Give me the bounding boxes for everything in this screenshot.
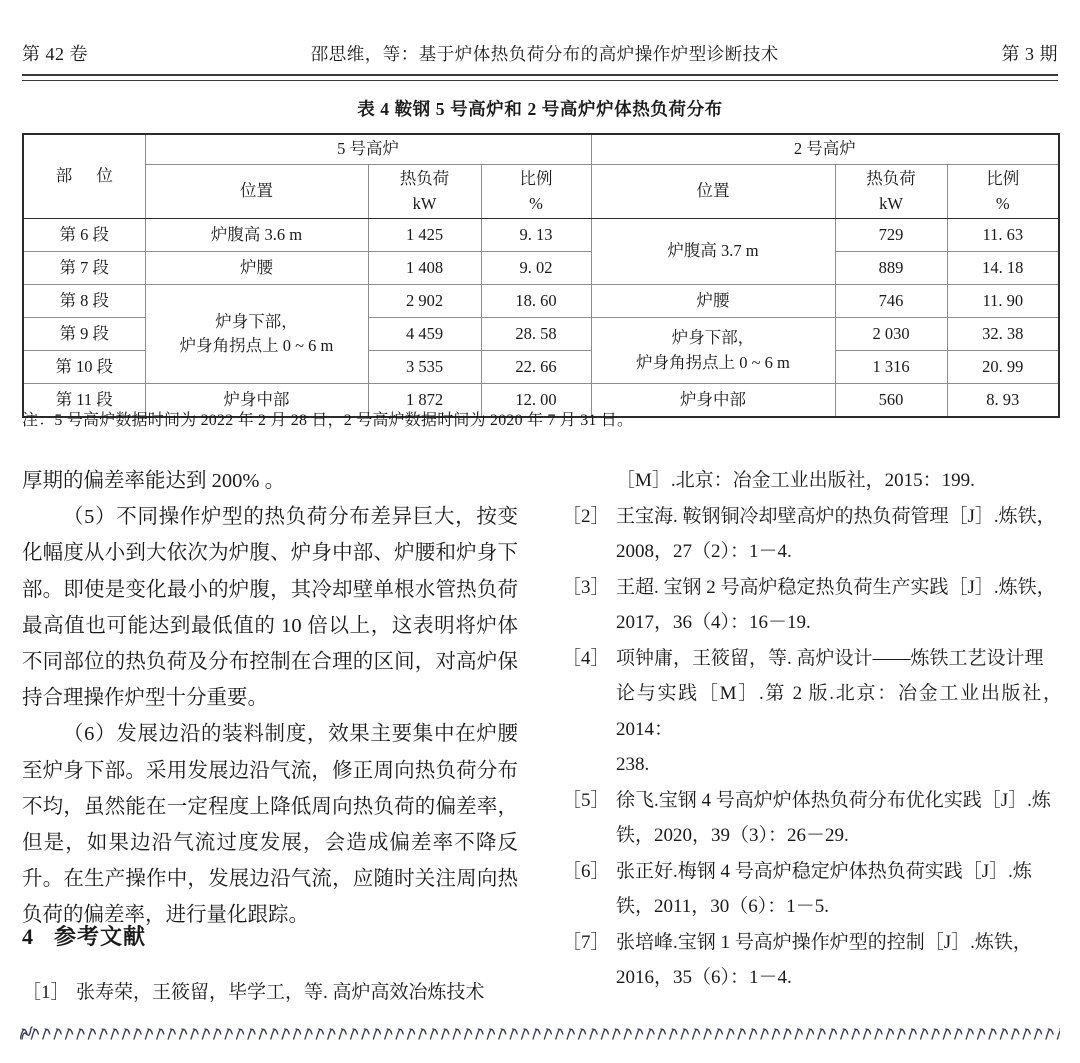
zigzag-icon (20, 1023, 1060, 1045)
reference-text: 张寿荣，王筱留，毕学工，等. 高炉高效冶炼技术 (76, 982, 485, 1003)
list-item (22, 975, 522, 1010)
footer-ornament (20, 1023, 1060, 1045)
list-item (562, 534, 1062, 570)
reference-text: 项钟庸，王筱留，等. 高炉设计——炼铁工艺设计理 (616, 647, 1044, 669)
list-item (562, 960, 1062, 996)
references-section-number: 4 (22, 924, 34, 949)
cell-f2-load: 2 030 (835, 318, 947, 351)
cell-f5-ratio: 12. 00 (481, 384, 591, 417)
table-caption: 表 4 鞍钢 5 号高炉和 2 号高炉炉体热负荷分布 (357, 99, 723, 119)
list-item (562, 747, 1062, 783)
reference-tag: ［4］ (562, 647, 610, 669)
cell-f5-load: 2 902 (368, 285, 481, 318)
cell-f5-load: 1 425 (368, 219, 481, 252)
list-item (562, 676, 1062, 747)
table-head-row-2 (23, 164, 1059, 219)
reference-list-right (562, 463, 1062, 996)
th-f5-ratio-unit: % (529, 193, 543, 213)
cell-f2-position: 炉腰 (591, 285, 835, 318)
th-f5-ratio-text: 比例 (519, 168, 553, 188)
list-item (562, 499, 1062, 535)
body-column-left (22, 463, 518, 934)
table-row (23, 252, 1059, 285)
reference-tag: ［2］ (562, 505, 610, 527)
th-f5-heat-load-unit: kW (412, 193, 437, 213)
cell-f5-load: 1 872 (368, 384, 481, 417)
list-item (562, 854, 1062, 890)
reference-tag: ［1］ (22, 982, 70, 1003)
cell-f2-ratio: 32. 38 (947, 318, 1059, 351)
table-body (23, 219, 1059, 417)
th-f2-ratio-text: 比例 (986, 168, 1020, 188)
list-item (562, 783, 1062, 819)
reference-text: 张培峰.宝钢 1 号高炉操作炉型的控制［J］.炼铁， (616, 931, 1032, 953)
cell-f2-ratio: 8. 93 (947, 384, 1059, 417)
th-f2-ratio (947, 164, 1059, 219)
list-item (562, 605, 1062, 641)
running-head-title: 邵思维，等：基于炉体热负荷分布的高炉操作炉型诊断技术 (310, 44, 779, 64)
cell-f2-position-line2: 炉身角拐点上 0 ~ 6 m (636, 352, 790, 372)
th-f5-heat-load (368, 164, 481, 219)
th-furnace-5: 5 号高炉 (145, 134, 591, 164)
cell-part: 第 7 段 (23, 252, 145, 285)
list-item (562, 641, 1062, 677)
cell-f2-position-line1: 炉身下部， (671, 328, 755, 347)
table-head-row-1 (23, 134, 1059, 164)
cell-f2-ratio: 14. 18 (947, 252, 1059, 285)
running-head-rule (22, 74, 1058, 81)
reference-tag: ［3］ (562, 576, 610, 598)
reference-text: 2017，36（4）：16－19. (616, 612, 811, 633)
reference-text: 徐飞.宝钢 4 号高炉炉体热负荷分布优化实践［J］.炼 (616, 789, 1051, 811)
heat-load-table (22, 133, 1060, 418)
cell-f2-position: 炉腹高 3.7 m (591, 219, 835, 285)
reference-text: 王超. 宝钢 2 号高炉稳定热负荷生产实践［J］.炼铁， (616, 576, 1056, 598)
cell-f2-load: 1 316 (835, 351, 947, 384)
cell-part: 第 9 段 (23, 318, 145, 351)
reference-tag: ［5］ (562, 789, 610, 811)
reference-text: 论与实践［M］.第 2 版.北京：冶金工业出版社，2014： (616, 683, 1062, 740)
th-f2-heat-load-text: 热负荷 (866, 168, 916, 188)
cell-f5-position: 炉身中部 (145, 384, 368, 417)
paragraph-tail: 厚期的偏差率能达到 200% 。 (22, 470, 286, 492)
cell-f5-load: 1 408 (368, 252, 481, 285)
th-part: 部 位 (23, 134, 145, 219)
paragraph-5: （5）不同操作炉型的热负荷分布差异巨大，按变化幅度从小到大依次为炉腹、炉身中部、炉腰和炉身下部。即使是变化最小的炉腹，其冷却壁单根水管热负荷最高值也可能达到最低值的 10 倍以上，这表明将炉体不同部位的热负荷及分布控制在合理的区间，对高炉保持合理操作炉型十分重要。 (22, 506, 518, 710)
cell-part: 第 8 段 (23, 285, 145, 318)
references-heading (22, 920, 146, 951)
table-note: 注：5 号高炉数据时间为 2022 年 2 月 28 日，2 号高炉数据时间为 2020 年 7 月 31 日。 (22, 412, 634, 429)
heat-load-table-wrap (22, 133, 1058, 418)
cell-f2-load: 746 (835, 285, 947, 318)
th-f2-heat-load-unit: kW (879, 193, 903, 213)
cell-f2-load: 729 (835, 219, 947, 252)
reference-text: 238. (616, 754, 650, 775)
th-f5-heat-load-text: 热负荷 (399, 168, 450, 188)
reference-text: 铁，2020，39（3）：26－29. (616, 825, 849, 846)
reference-text: 王宝海. 鞍钢铜冷却壁高炉的热负荷管理［J］.炼铁， (616, 505, 1056, 527)
reference-tag: ［6］ (562, 860, 610, 882)
th-furnace-2: 2 号高炉 (591, 134, 1059, 164)
reference-list-left (22, 975, 522, 1010)
cell-f5-position-line1: 炉身下部， (215, 311, 298, 331)
cell-f2-position-span (591, 318, 835, 384)
list-item (562, 463, 1062, 499)
cell-f5-ratio: 22. 66 (481, 351, 591, 384)
table-row (23, 285, 1059, 318)
cell-f2-load: 560 (835, 384, 947, 417)
th-f5-ratio (481, 164, 591, 219)
cell-f2-ratio: 20. 99 (947, 351, 1059, 384)
cell-f5-load: 4 459 (368, 318, 481, 351)
cell-f5-position-line2: 炉身角拐点上 0 ~ 6 m (179, 336, 334, 356)
th-f2-position: 位置 (591, 164, 835, 219)
cell-f5-position-span (145, 285, 368, 384)
list-item (562, 570, 1062, 606)
cell-f2-ratio: 11. 90 (947, 285, 1059, 318)
table-row (23, 219, 1059, 252)
th-f5-position: 位置 (145, 164, 368, 219)
reference-tag: ［7］ (562, 931, 610, 953)
cell-f2-load: 889 (835, 252, 947, 285)
cell-part: 第 6 段 (23, 219, 145, 252)
cell-part: 第 10 段 (23, 351, 145, 384)
cell-f5-load: 3 535 (368, 351, 481, 384)
cell-f5-position: 炉腰 (145, 252, 368, 285)
reference-text: 张正好.梅钢 4 号高炉稳定炉体热负荷实践［J］.炼 (616, 860, 1032, 882)
cell-f2-position: 炉身中部 (591, 384, 835, 417)
th-f2-heat-load (835, 164, 947, 219)
running-head (22, 40, 1058, 66)
references-section-title: 参考文献 (54, 924, 147, 949)
cell-f5-position: 炉腹高 3.6 m (145, 219, 368, 252)
cell-f5-ratio: 28. 58 (481, 318, 591, 351)
reference-text: 铁，2011，30（6）：1－5. (616, 896, 830, 917)
cell-f5-ratio: 9. 02 (481, 252, 591, 285)
reference-text: 2016，35（6）：1－4. (616, 967, 792, 988)
list-item (562, 818, 1062, 854)
running-head-issue: 第 3 期 (1001, 44, 1058, 64)
reference-text: 2008，27（2）：1－4. (616, 541, 792, 562)
reference-text: ［M］.北京：冶金工业出版社，2015：199. (616, 470, 975, 491)
th-f2-ratio-unit: % (995, 193, 1010, 213)
cell-part: 第 11 段 (23, 384, 145, 417)
cell-f5-ratio: 9. 13 (481, 219, 591, 252)
paragraph-6: （6）发展边沿的装料制度，效果主要集中在炉腰至炉身下部。采用发展边沿气流，修正周向热负荷分布不均，虽然能在一定程度上降低周向热负荷的偏差率，但是，如果边沿气流过度发展，会造成偏差率不降反升。在生产操作中，发展边沿气流，应随时关注周向热负荷的偏差率，进行量化跟踪。 (22, 723, 518, 927)
cell-f2-ratio: 11. 63 (947, 219, 1059, 252)
list-item (562, 925, 1062, 961)
running-head-volume: 第 42 卷 (22, 44, 88, 64)
list-item (562, 889, 1062, 925)
table-head (23, 134, 1059, 219)
cell-f5-ratio: 18. 60 (481, 285, 591, 318)
